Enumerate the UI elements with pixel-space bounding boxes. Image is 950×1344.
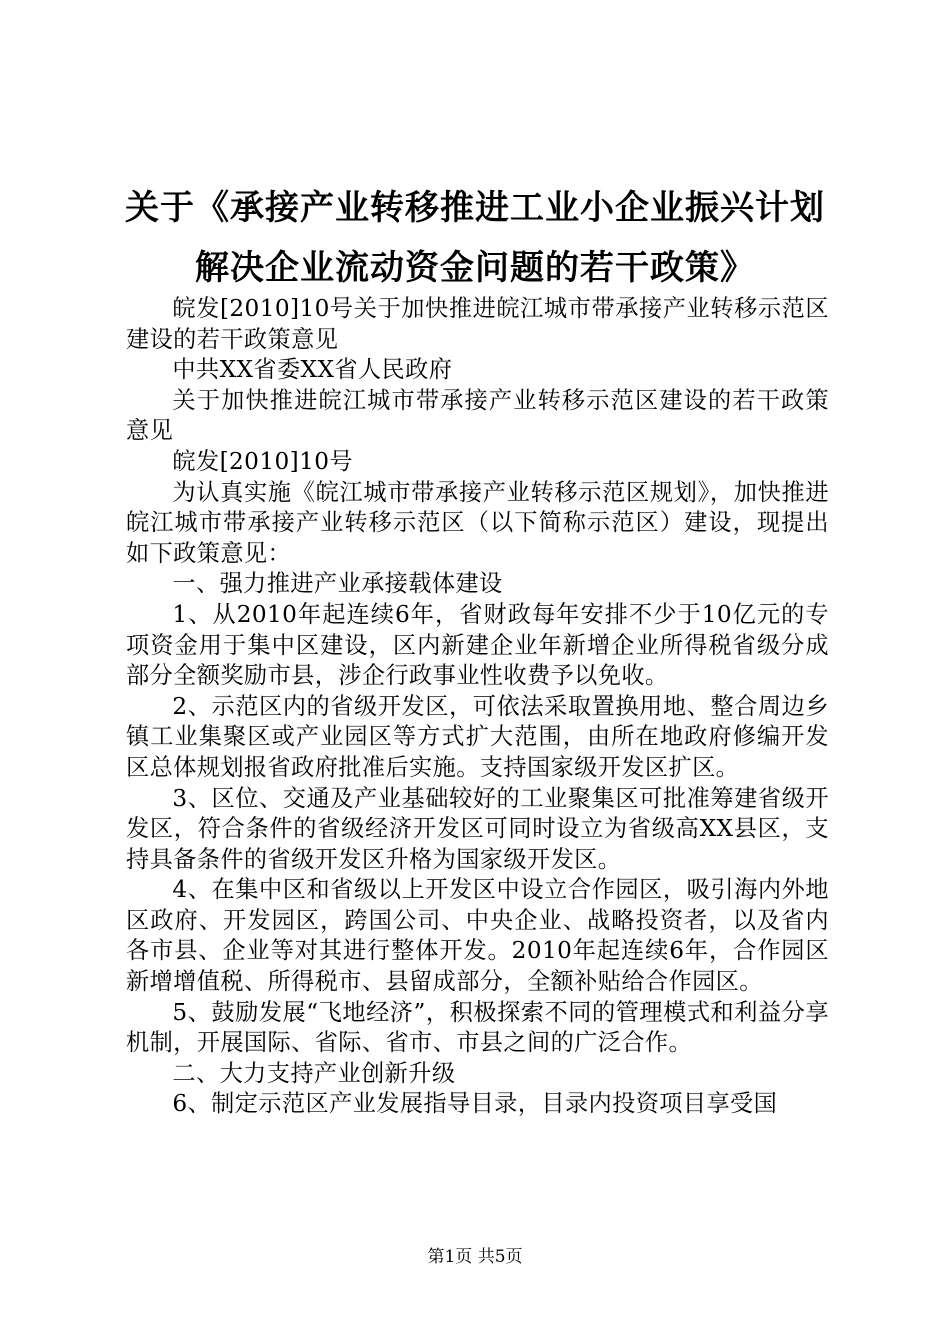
paragraph-item-1: 1、从2010年起连续6年，省财政每年安排不少于10亿元的专项资金用于集中区建设，区内新建企业年新增企业所得税省级分成部分全额奖励市县，涉企行政事业性收费予以免收。	[126, 600, 829, 690]
document-title-line-1: 关于《承接产业转移推进工业小企业振兴计划	[125, 188, 825, 228]
paragraph-item-4: 4、在集中区和省级以上开发区中设立合作园区，吸引海内外地区政府、开发园区，跨国公司、中央企业、战略投资者，以及省内各市县、企业等对其进行整体开发。2010年起连续6年，合作园区新增增值税、所得税市、县留成部分，全额补贴给合作园区。	[126, 876, 829, 996]
paragraph-2: 中共XX省委XX省人民政府	[172, 356, 453, 384]
document-body	[126, 294, 829, 1120]
section-heading-2: 二、大力支持产业创新升级	[172, 1059, 456, 1087]
document-title-line-2: 解决企业流动资金问题的若干政策》	[195, 248, 755, 288]
paragraph-5: 为认真实施《皖江城市带承接产业转移示范区规划》，加快推进皖江城市带承接产业转移示范区（以下简称示范区）建设，现提出如下政策意见：	[126, 478, 829, 567]
paragraph-item-3: 3、区位、交通及产业基础较好的工业聚集区可批准筹建省级开发区，符合条件的省级经济开发区可同时设立为省级高XX县区，支持具备条件的省级开发区升格为国家级开发区。	[126, 784, 829, 873]
paragraph-item-2: 2、示范区内的省级开发区，可依法采取置换用地、整合周边乡镇工业集聚区或产业园区等方式扩大范围，由所在地政府修编开发区总体规划报省政府批准后实施。支持国家级开发区扩区。	[126, 692, 829, 781]
paragraph-3: 关于加快推进皖江城市带承接产业转移示范区建设的若干政策意见	[126, 386, 829, 445]
paragraph-item-5: 5、鼓励发展“飞地经济”，积极探索不同的管理模式和利益分享机制，开展国际、省际、省市、市县之间的广泛合作。	[126, 998, 829, 1057]
paragraph-1: 皖发[2010]10号关于加快推进皖江城市带承接产业转移示范区建设的若干政策意见	[126, 295, 829, 353]
paragraph-4: 皖发[2010]10号	[172, 447, 353, 475]
paragraph-item-6: 6、制定示范区产业发展指导目录，目录内投资项目享受国	[172, 1090, 778, 1118]
section-heading-1: 一、强力推进产业承接载体建设	[172, 570, 503, 598]
page-footer: 第1页 共5页	[427, 1247, 523, 1267]
